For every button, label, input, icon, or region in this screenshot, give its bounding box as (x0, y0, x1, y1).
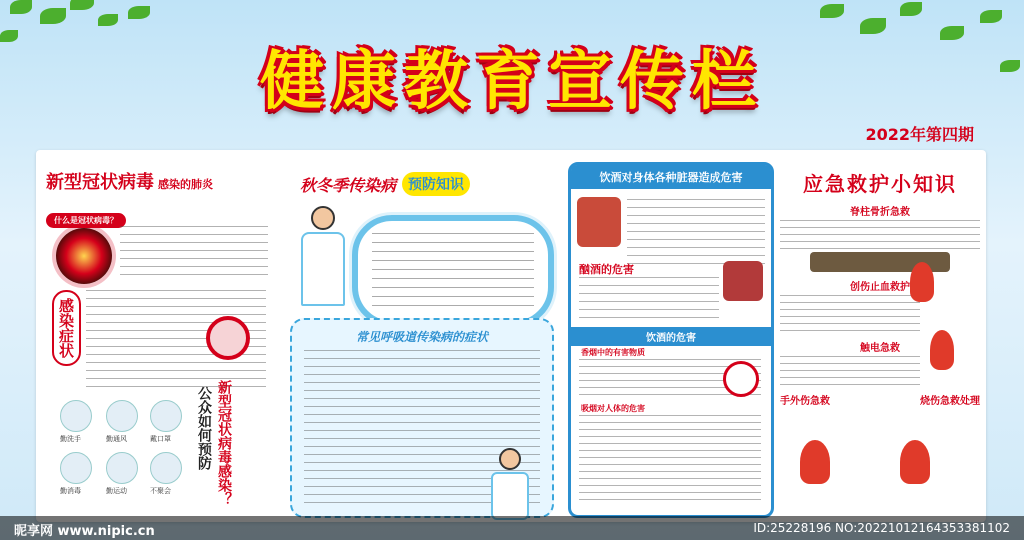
covid-infection-question: 新型冠状病毒感染？ (216, 380, 232, 506)
rescuer-team-illustration-2 (900, 440, 930, 484)
watermark-bar (0, 516, 1024, 540)
first-aid-title: 应急救护小知识 (803, 172, 957, 196)
icon-caption: 勤消毒 (60, 487, 81, 495)
organ-text (627, 199, 765, 265)
spine-fracture-title: 脊柱骨折急救 (850, 207, 910, 218)
icon-caption: 勤洗手 (60, 435, 81, 443)
nurse-illustration (490, 448, 530, 514)
rescuer-illustration-2 (930, 330, 954, 370)
burn-treatment-title: 烧伤急救处理 (920, 396, 980, 407)
smoking-harm-title: 吸烟对人体的危害 (581, 404, 645, 413)
spine-text (780, 220, 980, 250)
watermark-id: ID:25228196 NO:20221012164353381102 (753, 521, 1010, 535)
watermark-site: 昵享网 www.nipic.cn (14, 524, 155, 539)
alcohol-text (579, 277, 719, 323)
disinfect-icon (60, 452, 92, 484)
prevention-knowledge-title: 预防知识 (402, 172, 470, 196)
intro-bubble (352, 215, 554, 327)
respiratory-symptoms-title: 常见呼吸道传染病的症状 (355, 330, 488, 344)
tobacco-harmful-substances-title: 香烟中的有害物质 (581, 348, 645, 357)
what-is-label: 什么是冠状病毒？ (46, 213, 126, 228)
issue-period: 2022年第四期 (865, 125, 974, 144)
no-smoking-icon (723, 361, 759, 397)
rescuer-illustration (910, 262, 934, 302)
icon-caption: 勤通风 (106, 435, 127, 443)
exercise-icon (106, 452, 138, 484)
virus-icon (56, 228, 112, 284)
bleeding-control-title: 创伤止血救护 (850, 282, 910, 293)
alcohol-harm-title: 饮酒对身体各种脏器造成危害 (571, 165, 771, 189)
page-title: 健康教育宣传栏 (260, 45, 764, 119)
rescuer-team-illustration (800, 440, 830, 484)
hand-injury-title: 手外伤急救 (780, 396, 830, 407)
covid-section (46, 168, 266, 228)
covid-text-block (120, 226, 268, 276)
covid-title: 新型冠状病毒 (46, 172, 154, 193)
shock-text (780, 356, 920, 386)
wash-hands-icon (60, 400, 92, 432)
alcoholism-harm-title: 酗酒的危害 (579, 263, 634, 276)
covid-subtitle: 感染的肺炎 (158, 178, 213, 191)
icon-caption: 戴口罩 (150, 435, 171, 443)
first-aid-section (780, 168, 980, 407)
bleeding-text (780, 295, 920, 335)
seasonal-disease-title: 秋冬季传染病 (300, 175, 397, 195)
no-gathering-icon (150, 452, 182, 484)
symptom-label: 感染症状 (52, 290, 81, 366)
icon-caption: 不聚会 (150, 487, 171, 495)
alcohol-image (723, 261, 763, 301)
organ-illustration (577, 197, 621, 247)
mask-icon (150, 400, 182, 432)
drinking-harm-band: 饮酒的危害 (571, 327, 771, 346)
alcohol-harm-section (568, 162, 774, 518)
no-virus-icon (206, 316, 250, 360)
autumn-title (300, 172, 470, 196)
icon-caption: 勤运动 (106, 487, 127, 495)
electric-shock-title: 触电急救 (860, 343, 900, 354)
doctor-illustration (300, 206, 346, 302)
ventilation-icon (106, 400, 138, 432)
prevention-label: 公众如何预防 (196, 386, 212, 470)
smoking-text (579, 415, 761, 505)
